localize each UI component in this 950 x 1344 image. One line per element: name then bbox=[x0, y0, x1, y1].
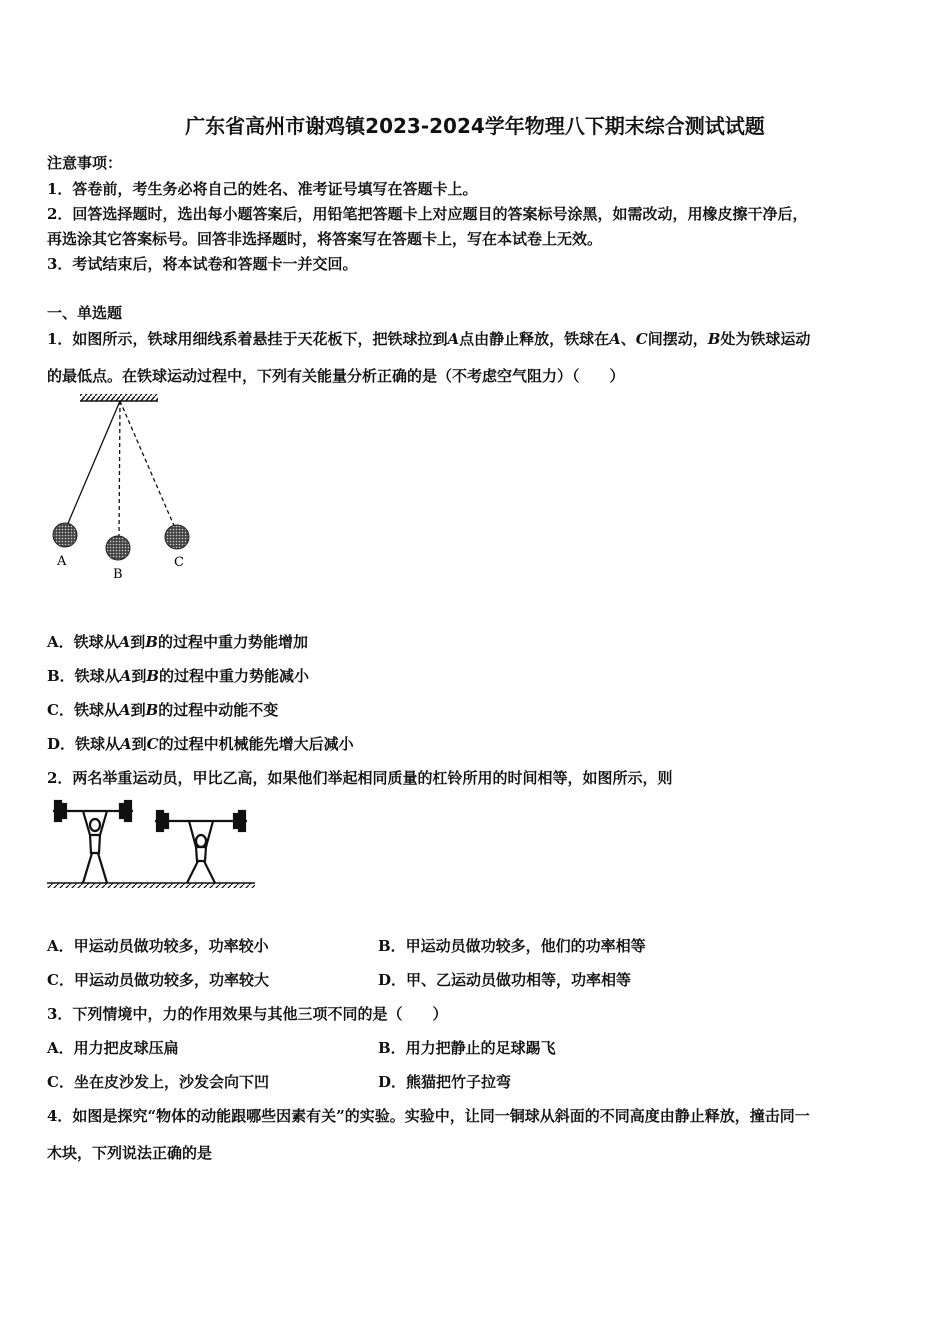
ball-b bbox=[106, 536, 130, 560]
option-text: 的过程中机械能先增大后减小 bbox=[158, 735, 354, 753]
q4-stem-line2: 木块，下列说法正确的是 bbox=[47, 1144, 213, 1162]
q1-text: 1．如图所示，铁球用细线系着悬挂于天花板下，把铁球拉到 bbox=[47, 330, 448, 348]
q1-stem-line1 bbox=[47, 328, 810, 349]
section-heading: 一、单选题 bbox=[47, 304, 123, 322]
q2-option-a: A．甲运动员做功较多，功率较小 bbox=[47, 937, 269, 955]
option-text: C．铁球从 bbox=[47, 701, 119, 719]
string-a bbox=[66, 401, 120, 528]
notice-item: 1．答卷前，考生务必将自己的姓名、准考证号填写在答题卡上。 bbox=[47, 180, 478, 198]
notice-item: 再选涂其它答案标号。回答非选择题时，将答案写在答题卡上，写在本试卷上无效。 bbox=[47, 230, 603, 248]
lifter-short bbox=[155, 811, 247, 883]
option-var: B bbox=[145, 633, 158, 651]
q1-var: B bbox=[707, 330, 721, 348]
ceiling bbox=[80, 394, 158, 401]
label-a: A bbox=[57, 554, 67, 569]
notice-heading: 注意事项： bbox=[47, 154, 123, 172]
q1-text: 处为铁球运动 bbox=[720, 330, 811, 348]
option-text: 的过程中动能不变 bbox=[158, 701, 279, 719]
option-text: 到 bbox=[130, 633, 146, 651]
option-text: B．铁球从 bbox=[47, 667, 120, 685]
ball-c bbox=[165, 525, 189, 549]
q3-option-d: D．熊猫把竹子拉弯 bbox=[378, 1073, 512, 1091]
q3-option-b: B．用力把静止的足球踢飞 bbox=[378, 1039, 556, 1057]
q1-option-c bbox=[47, 699, 278, 720]
q1-option-b bbox=[47, 665, 309, 686]
option-text: 到 bbox=[130, 701, 146, 719]
ground-hatch bbox=[47, 883, 255, 888]
ball-a bbox=[53, 523, 77, 547]
q2-option-d: D．甲、乙运动员做功相等，功率相等 bbox=[378, 971, 632, 989]
option-var: A bbox=[118, 701, 131, 719]
q1-var: C bbox=[635, 330, 648, 348]
option-text: D．铁球从 bbox=[47, 735, 121, 753]
option-text: 到 bbox=[131, 735, 147, 753]
q3-option-a: A．用力把皮球压扁 bbox=[47, 1039, 179, 1057]
q1-var: A bbox=[609, 330, 621, 348]
q1-option-a bbox=[47, 631, 308, 652]
q2-option-c: C．甲运动员做功较多，功率较大 bbox=[47, 971, 269, 989]
page-title: 广东省高州市谢鸡镇2023-2024学年物理八下期末综合测试试题 bbox=[185, 114, 765, 138]
option-text: 的过程中重力势能减小 bbox=[159, 667, 310, 685]
q3-option-c: C．坐在皮沙发上，沙发会向下凹 bbox=[47, 1073, 269, 1091]
q2-stem: 2．两名举重运动员，甲比乙高，如果他们举起相同质量的杠铃所用的时间相等，如图所示，则 bbox=[47, 769, 673, 787]
q2-option-b: B．甲运动员做功较多，他们的功率相等 bbox=[378, 937, 646, 955]
label-c: C bbox=[174, 555, 184, 570]
option-text: 到 bbox=[131, 667, 147, 685]
q4-stem-line1: 4．如图是探究“物体的动能跟哪些因素有关”的实验。实验中，让同一铜球从斜面的不同高度由静止释放，撞击同一 bbox=[47, 1107, 810, 1125]
q1-option-d bbox=[47, 733, 354, 754]
option-var: B bbox=[146, 667, 160, 685]
q1-var: A bbox=[447, 330, 460, 348]
option-var: A bbox=[119, 667, 132, 685]
q1-text: 、 bbox=[620, 330, 636, 348]
label-b: B bbox=[113, 567, 123, 582]
option-text: 的过程中重力势能增加 bbox=[157, 633, 308, 651]
weightlifters-figure bbox=[45, 795, 257, 891]
option-var: B bbox=[145, 701, 159, 719]
q1-stem-line2: 的最低点。在铁球运动过程中，下列有关能量分析正确的是（不考虑空气阻力）（ ） bbox=[47, 367, 625, 385]
q1-text: 间摆动， bbox=[647, 330, 708, 348]
notice-item: 3．考试结束后，将本试卷和答题卡一并交回。 bbox=[47, 255, 358, 273]
q3-stem: 3．下列情境中，力的作用效果与其他三项不同的是（ ） bbox=[47, 1005, 448, 1023]
string-c bbox=[120, 401, 175, 528]
option-text: A．铁球从 bbox=[47, 633, 119, 651]
option-var: A bbox=[118, 633, 131, 651]
string-b bbox=[119, 401, 120, 538]
q1-text: 点由静止释放，铁球在 bbox=[459, 330, 610, 348]
notice-item: 2．回答选择题时，选出每小题答案后，用铅笔把答题卡上对应题目的答案标号涂黑，如需改动，用橡皮擦干净后， bbox=[47, 205, 808, 223]
option-var: A bbox=[120, 735, 132, 753]
lifter-tall bbox=[53, 801, 133, 883]
pendulum-figure bbox=[40, 390, 210, 590]
option-var: C bbox=[146, 735, 159, 753]
